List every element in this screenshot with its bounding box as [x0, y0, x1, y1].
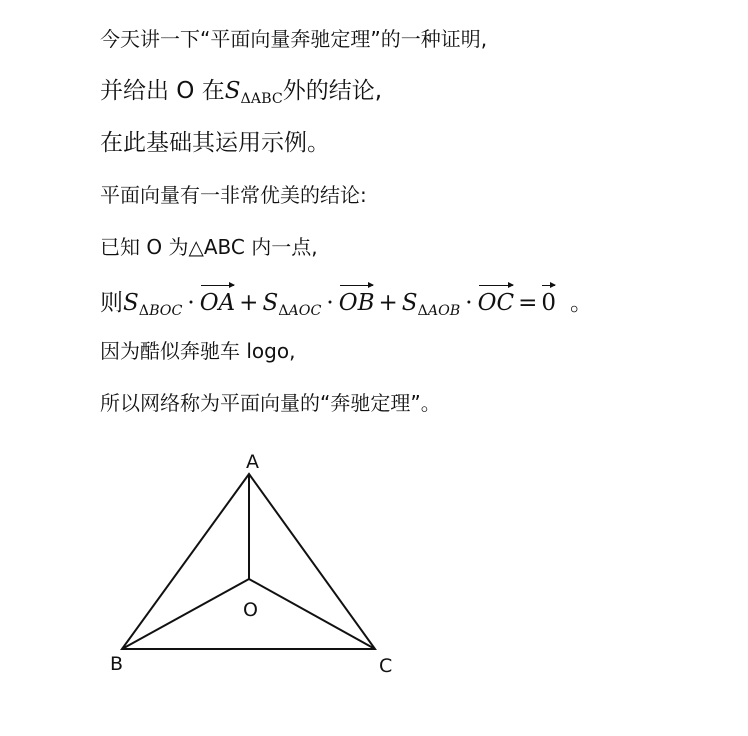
area-subscript-text: ΔABC [240, 90, 283, 107]
text-line-4: 平面向量有一非常优美的结论: [100, 183, 367, 207]
formula-plus2: + [378, 290, 398, 316]
formula-plus1: + [239, 290, 259, 316]
formula-delta3: Δ [417, 302, 428, 319]
text-line-1: 今天讲一下“平面向量奔驰定理”的一种证明, [100, 27, 488, 51]
text-line-8: 所以网络称为平面向量的“奔驰定理”。 [100, 391, 441, 415]
formula-dot3: · [465, 290, 473, 316]
formula-dot2: · [326, 290, 334, 316]
formula-end: 。 [569, 290, 593, 316]
formula-S2: S [262, 290, 279, 316]
point-label-O: O [243, 599, 258, 621]
formula-S1: S [123, 290, 139, 316]
text-line-3: 在此基础其运用示例。 [100, 130, 330, 156]
line-2-suffix: 外的结论, [282, 78, 383, 104]
formula-sub2-text: AOC [288, 302, 322, 319]
vertex-label-B: B [110, 653, 124, 675]
formula-sub3-text: AOB [427, 302, 461, 319]
line-2-prefix: 并给出 O 在 [100, 78, 225, 104]
zero-vector: 0 [541, 284, 556, 318]
segment-OC [249, 579, 375, 649]
formula-delta2: Δ [278, 302, 289, 319]
vector-OB: OB [339, 284, 375, 318]
text-line-5: 已知 O 为△ABC 内一点, [100, 235, 318, 259]
formula-delta1: Δ [138, 302, 150, 319]
text-line-7: 因为酷似奔驰车 logo, [100, 339, 296, 363]
formula-prefix: 则 [100, 290, 123, 316]
vertex-label-A: A [246, 451, 259, 473]
formula-equals: = [518, 290, 538, 316]
formula-S3: S [401, 290, 418, 316]
formula-dot1: · [187, 290, 195, 316]
vector-OC: OC [478, 284, 514, 318]
vertex-label-C: C [379, 655, 393, 677]
formula-sub1-text: BOC [149, 302, 183, 319]
area-S: S [224, 78, 241, 104]
segment-OB [122, 579, 249, 649]
vector-OA: OA [200, 284, 235, 318]
